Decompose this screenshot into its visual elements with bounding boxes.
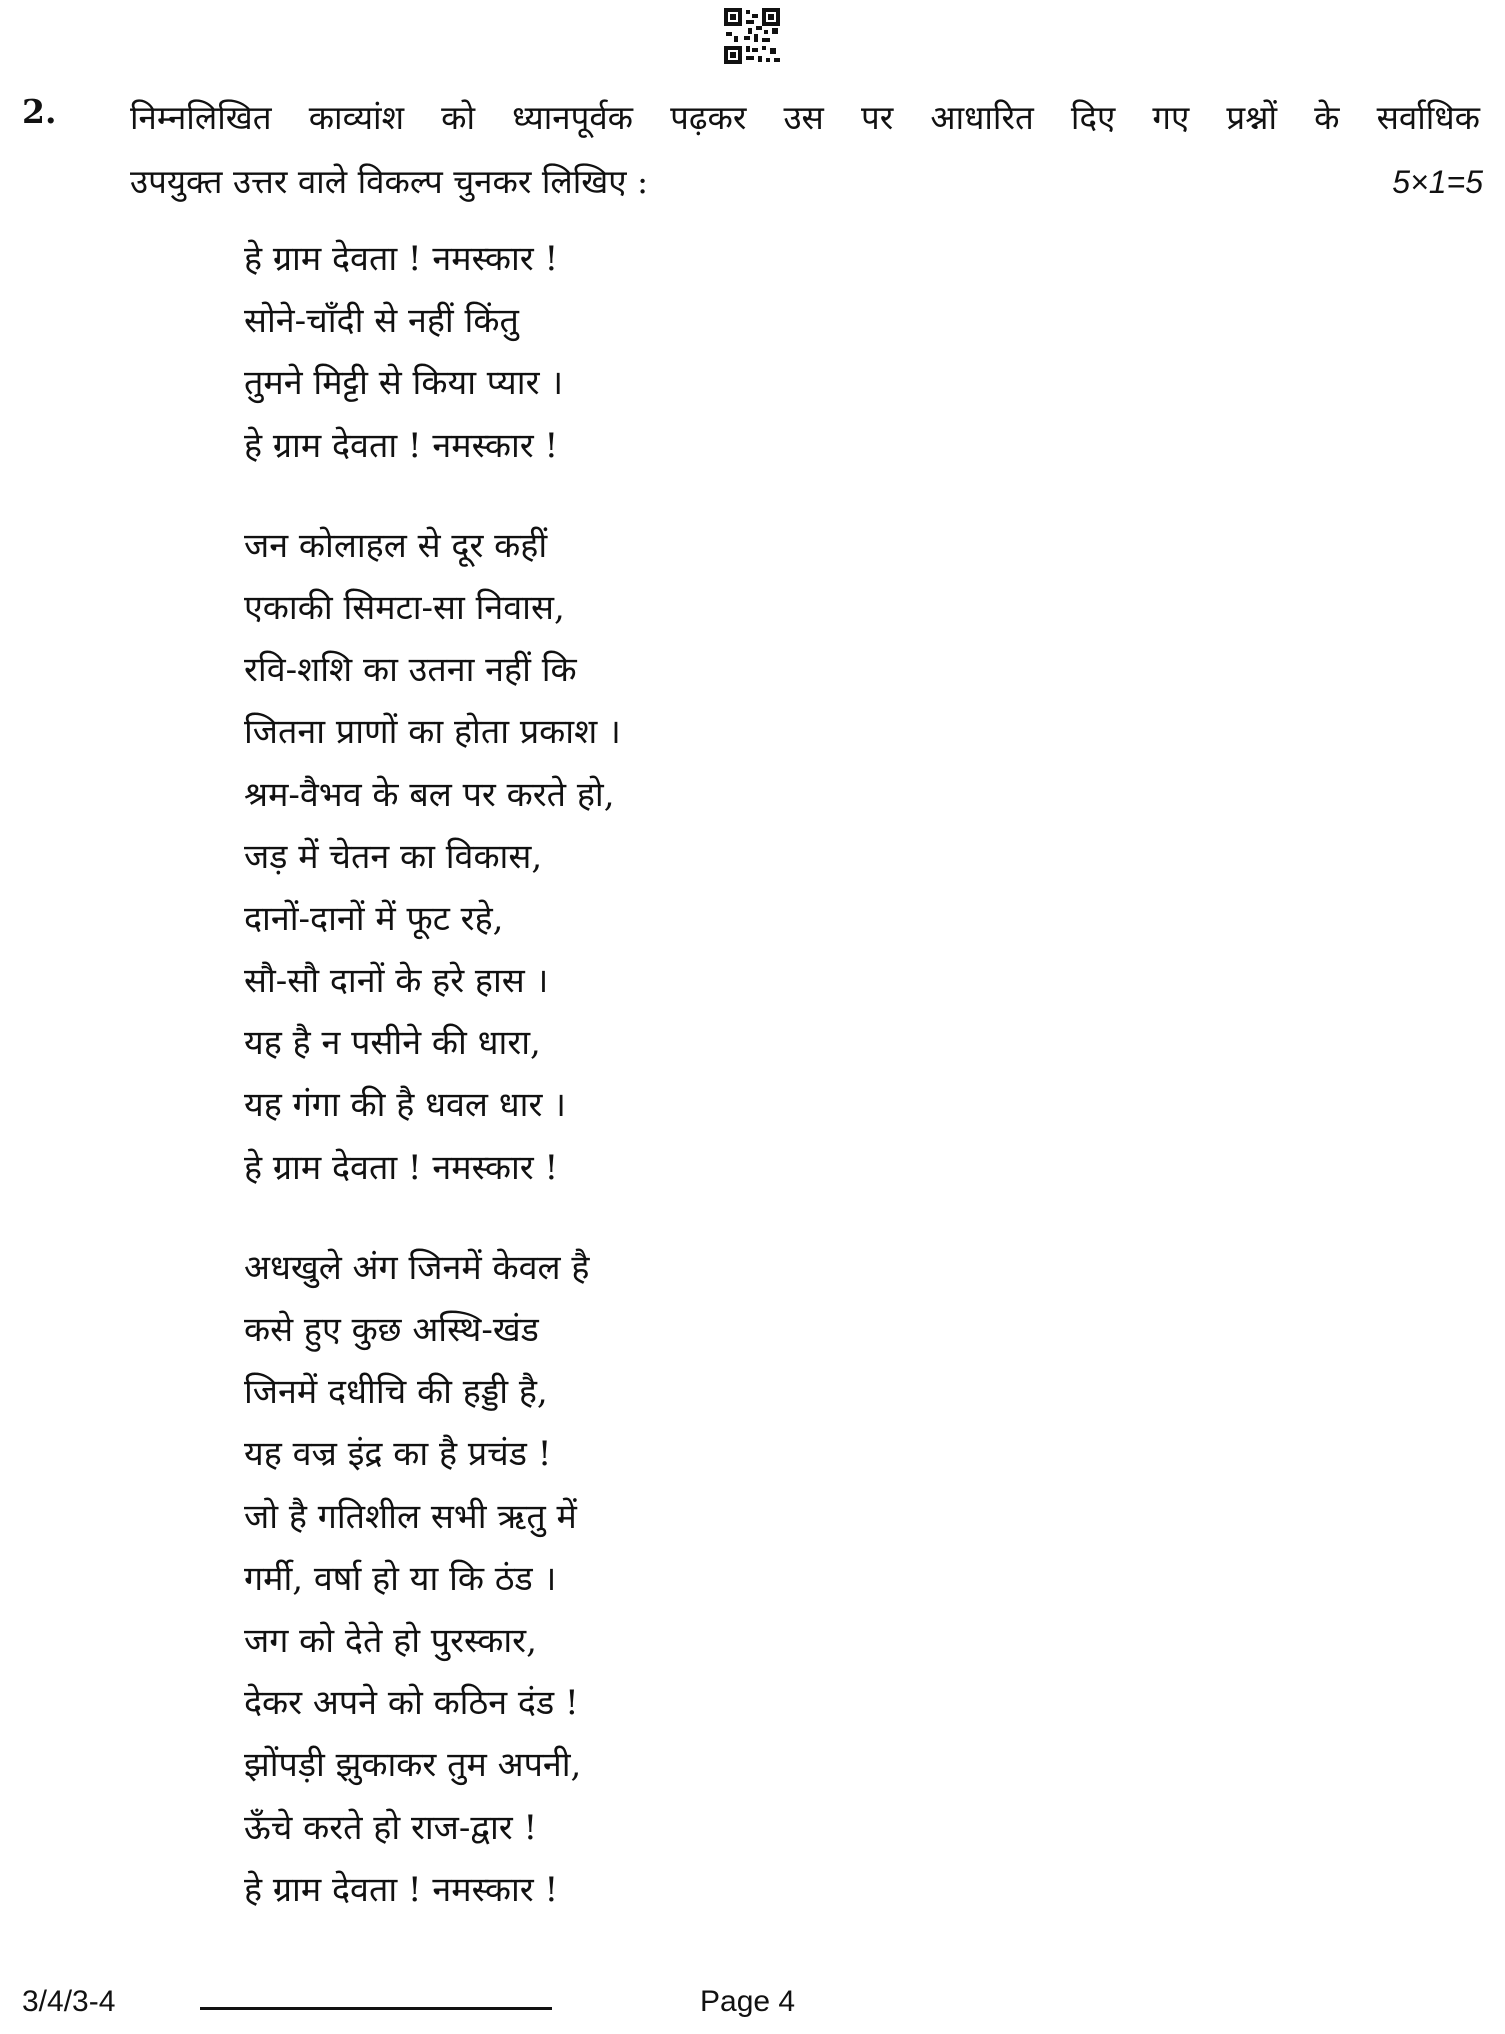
paper-code: 3/4/3-4 xyxy=(22,1985,116,2018)
page-footer xyxy=(0,1985,1505,2025)
poem-line: देकर अपने को कठिन दंड ! xyxy=(244,1683,579,1724)
qr-code-icon xyxy=(724,8,780,64)
poem-line: हे ग्राम देवता ! नमस्कार ! xyxy=(244,1869,559,1910)
poem-line: जड़ में चेतन का विकास, xyxy=(244,836,543,877)
poem-line: जन कोलाहल से दूर कहीं xyxy=(244,525,548,566)
poem-line: जिनमें दधीचि की हड्डी है, xyxy=(244,1372,548,1413)
poem-line: हे ग्राम देवता ! नमस्कार ! xyxy=(244,1147,559,1188)
question-instruction-line-2: उपयुक्त उत्तर वाले विकल्प चुनकर लिखिए : xyxy=(130,162,649,201)
poem-stanza-3 xyxy=(244,1237,1244,1921)
poem-line: जग को देते हो पुरस्कार, xyxy=(244,1620,537,1661)
poem-line: झोंपड़ी झुकाकर तुम अपनी, xyxy=(244,1745,582,1786)
poem-line: सोने-चाँदी से नहीं किंतु xyxy=(244,301,519,342)
question-marks: 5×1=5 xyxy=(1392,164,1483,200)
poem-stanza-2 xyxy=(244,515,1244,1199)
poem-line: जितना प्राणों का होता प्रकाश । xyxy=(244,712,621,753)
question-number: 2. xyxy=(22,92,57,131)
poem-line: यह वज्र इंद्र का है प्रचंड ! xyxy=(244,1434,552,1475)
poem-line: एकाकी सिमटा-सा निवास, xyxy=(244,587,565,628)
poem-line: हे ग्राम देवता ! नमस्कार ! xyxy=(244,425,559,466)
poem-line: सौ-सौ दानों के हरे हास । xyxy=(244,961,549,1002)
poem-line: श्रम-वैभव के बल पर करते हो, xyxy=(244,774,615,815)
footer-rule xyxy=(200,2007,552,2010)
poem-line: तुमने मिट्टी से किया प्यार । xyxy=(244,363,564,404)
poem-stanza-1 xyxy=(244,228,1244,477)
poem-line: अधखुले अंग जिनमें केवल है xyxy=(244,1247,590,1288)
question-instruction-line-1: निम्नलिखित काव्यांश को ध्यानपूर्वक पढ़कर उस पर आधारित दिए गए प्रश्नों के सर्वाधिक xyxy=(130,98,1480,137)
page-number: Page 4 xyxy=(700,1985,796,2018)
poem-line: गर्मी, वर्षा हो या कि ठंड । xyxy=(244,1558,557,1599)
poem-line: कसे हुए कुछ अस्थि-खंड xyxy=(244,1310,539,1350)
poem-line: यह गंगा की है धवल धार । xyxy=(244,1085,567,1126)
poem-line: जो है गतिशील सभी ऋतु में xyxy=(244,1496,577,1537)
poem-passage xyxy=(244,228,1244,1959)
poem-line: ऊँचे करते हो राज-द्वार ! xyxy=(244,1807,538,1848)
poem-line: रवि-शशि का उतना नहीं कि xyxy=(244,650,577,691)
poem-line: हे ग्राम देवता ! नमस्कार ! xyxy=(244,239,559,279)
poem-line: यह है न पसीने की धारा, xyxy=(244,1023,541,1064)
poem-line: दानों-दानों में फूट रहे, xyxy=(244,898,504,939)
